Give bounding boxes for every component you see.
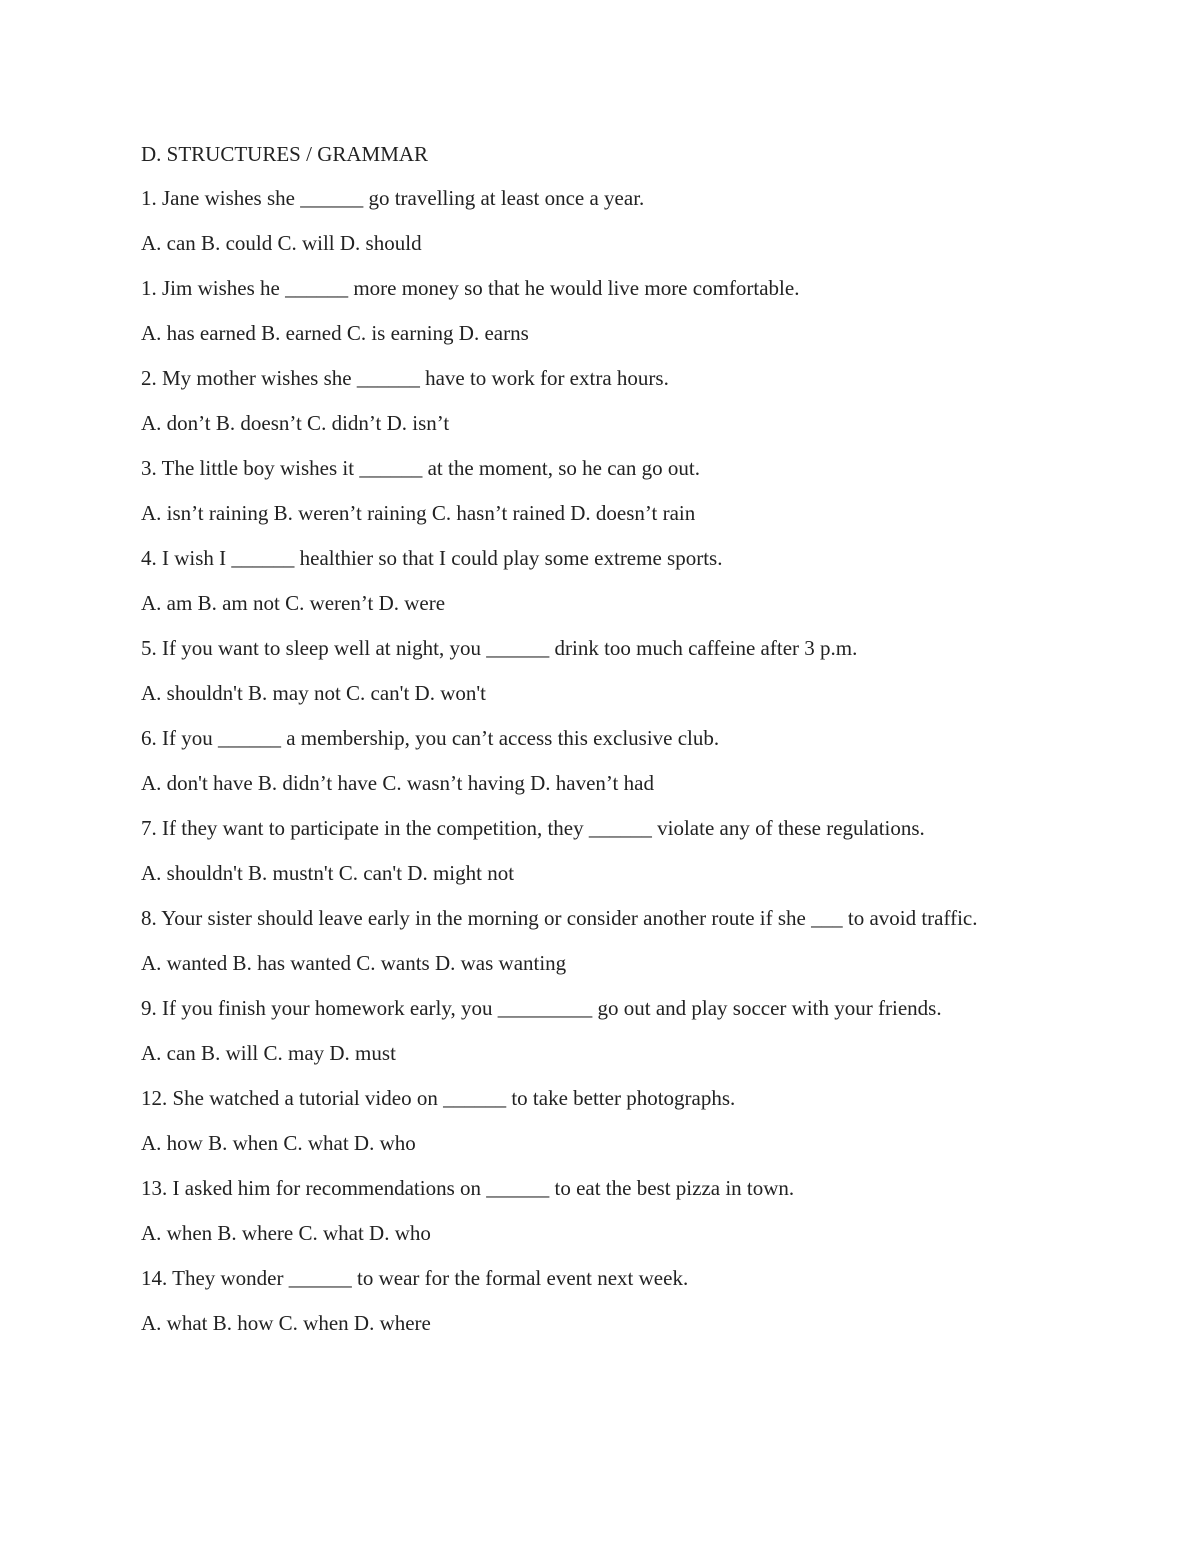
question-item [141, 904, 1061, 978]
question-item [141, 364, 1061, 438]
answer-options: A. can B. could C. will D. should [141, 231, 422, 255]
question-item [141, 454, 1061, 528]
question-text: 14. They wonder ______ to wear for the formal event next week. [141, 1266, 689, 1290]
question-item [141, 994, 1061, 1068]
answer-options: A. isn’t raining B. weren’t raining C. hasn’t rained D. doesn’t rain [141, 501, 696, 525]
answer-options: A. wanted B. has wanted C. wants D. was wanting [141, 951, 567, 975]
question-text: 7. If they want to participate in the competition, they ______ violate any of these regulations. [141, 816, 925, 840]
question-text: 12. She watched a tutorial video on ______ to take better photographs. [141, 1086, 736, 1110]
question-item [141, 1264, 1061, 1338]
question-text: 3. The little boy wishes it ______ at the moment, so he can go out. [141, 456, 700, 480]
question-item [141, 184, 1061, 258]
question-text: 9. If you finish your homework early, you _________ go out and play soccer with your friends. [141, 996, 942, 1020]
answer-options: A. shouldn't B. mustn't C. can't D. might not [141, 861, 515, 885]
answer-options: A. don't have B. didn’t have C. wasn’t having D. haven’t had [141, 771, 654, 795]
question-text: 8. Your sister should leave early in the morning or consider another route if she ___ to avoid traffic. [141, 906, 978, 930]
answer-options: A. don’t B. doesn’t C. didn’t D. isn’t [141, 411, 450, 435]
answer-options: A. has earned B. earned C. is earning D. earns [141, 321, 529, 345]
question-text: 2. My mother wishes she ______ have to work for extra hours. [141, 366, 669, 390]
question-item [141, 634, 1061, 708]
question-text: 1. Jane wishes she ______ go travelling at least once a year. [141, 186, 645, 210]
answer-options: A. what B. how C. when D. where [141, 1311, 431, 1335]
question-text: 13. I asked him for recommendations on ______ to eat the best pizza in town. [141, 1176, 795, 1200]
question-item [141, 724, 1061, 798]
question-text: 4. I wish I ______ healthier so that I could play some extreme sports. [141, 546, 723, 570]
question-item [141, 274, 1061, 348]
question-text: 5. If you want to sleep well at night, you ______ drink too much caffeine after 3 p.m. [141, 636, 858, 660]
section-heading: D. STRUCTURES / GRAMMAR [141, 142, 429, 166]
answer-options: A. how B. when C. what D. who [141, 1131, 416, 1155]
question-text: 6. If you ______ a membership, you can’t access this exclusive club. [141, 726, 720, 750]
question-text: 1. Jim wishes he ______ more money so that he would live more comfortable. [141, 276, 800, 300]
question-item [141, 1084, 1061, 1158]
answer-options: A. shouldn't B. may not C. can't D. won't [141, 681, 487, 705]
answer-options: A. can B. will C. may D. must [141, 1041, 396, 1065]
document-content [141, 140, 1061, 1354]
answer-options: A. when B. where C. what D. who [141, 1221, 431, 1245]
question-item [141, 814, 1061, 888]
question-item [141, 1174, 1061, 1248]
answer-options: A. am B. am not C. weren’t D. were [141, 591, 446, 615]
question-item [141, 544, 1061, 618]
